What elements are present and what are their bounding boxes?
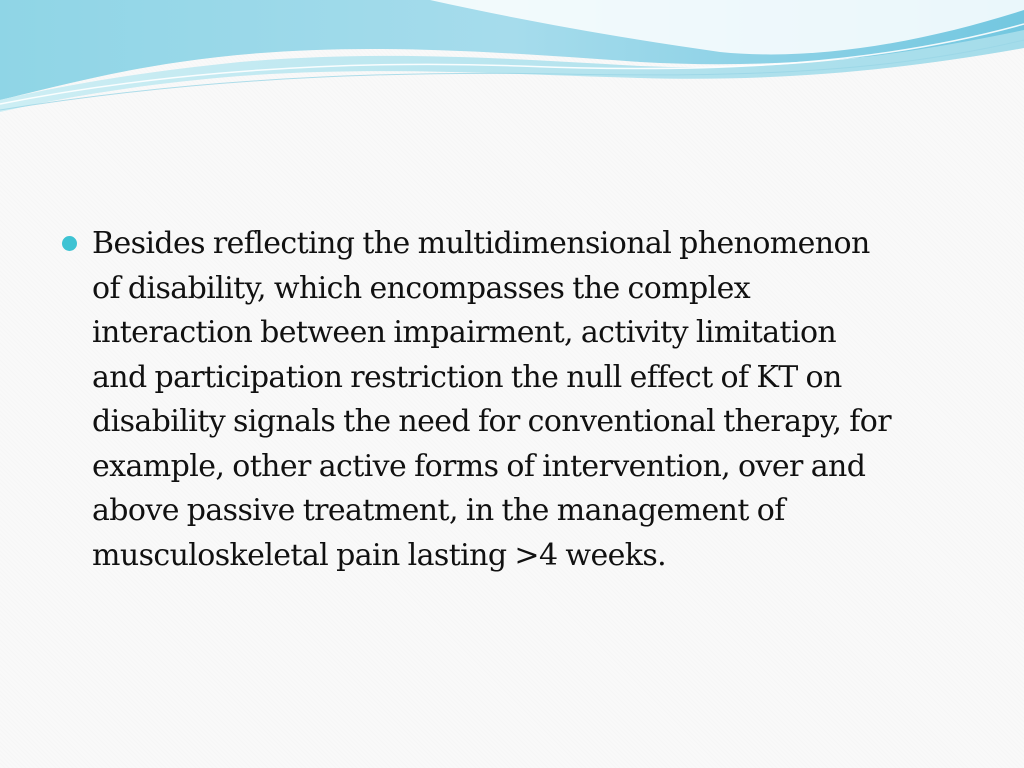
bullet-line: of disability, which encompasses the complex (92, 270, 751, 306)
bullet-line: and participation restriction the null effect of KT on (92, 359, 842, 395)
slide-body (60, 222, 980, 578)
header-wave-decoration (0, 0, 1024, 120)
bullet-line: above passive treatment, in the management of (92, 493, 785, 528)
bullet-line: interaction between impairment, activity limitation (92, 315, 837, 350)
bullet-dot-icon (62, 236, 77, 251)
bullet-line: disability signals the need for conventional therapy, for (92, 404, 891, 439)
bullet-line: Besides reflecting the multidimensional phenomenon (92, 226, 870, 261)
bullet-line: musculoskeletal pain lasting >4 weeks. (92, 537, 667, 573)
bullet-line: example, other active forms of intervention, over and (92, 448, 866, 484)
bullet-text (92, 222, 980, 578)
bullet-item (60, 222, 980, 578)
